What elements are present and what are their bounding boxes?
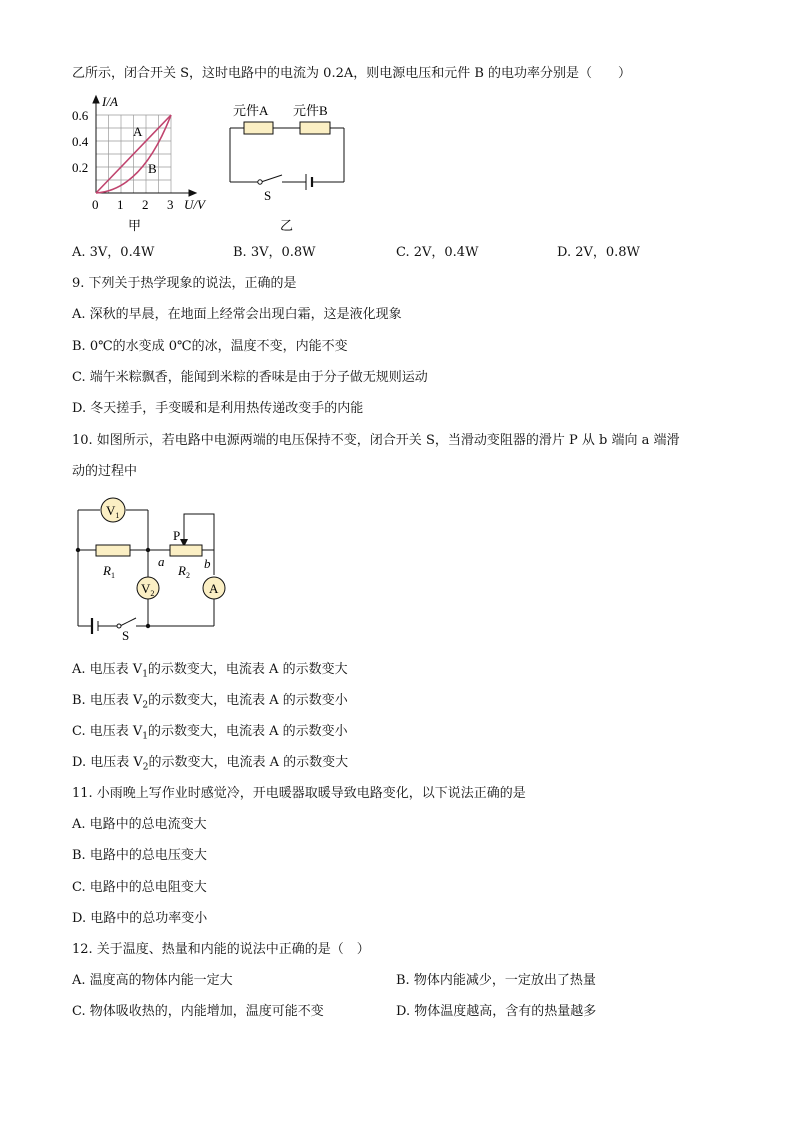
x-tick-label: 1 [117, 197, 124, 212]
q11-option-c[interactable]: C. 电路中的总电阻变大 [72, 880, 207, 895]
junction-dot [76, 548, 80, 552]
curve-b-label: B [148, 161, 157, 176]
q10-option-a[interactable]: A. 电压表 $V_1$的示数变大，电流表 A 的示数变大 [72, 662, 348, 680]
q10-stem-line2: 动的过程中 [72, 464, 138, 479]
x-tick-label: 2 [142, 197, 149, 212]
r2-label: $R_2$ [178, 563, 190, 580]
q10-option-c[interactable]: C. 电压表 $V_1$的示数变大，电流表 A 的示数变小 [72, 724, 348, 742]
switch-pivot [117, 624, 121, 628]
junction-dot [146, 548, 150, 552]
x-tick-label: 0 [92, 197, 99, 212]
q10-circuit [70, 494, 240, 644]
resistor-r1 [96, 545, 130, 556]
q8-option-a[interactable]: A. 3V，0.4W [72, 245, 155, 260]
q11-option-b[interactable]: B. 电路中的总电压变大 [72, 848, 207, 863]
q8-option-d[interactable]: D. 2V，0.8W [557, 245, 640, 260]
end-a-label: a [158, 554, 165, 569]
q9-option-c[interactable]: C. 端午米粽飘香，能闻到米粽的香味是由于分子做无规则运动 [72, 370, 428, 385]
v2-label: $V_2$ [141, 581, 155, 598]
q9-stem: 9. 下列关于热学现象的说法，正确的是 [72, 276, 297, 291]
switch-label: S [264, 188, 272, 203]
y-tick-label: 0.2 [72, 160, 89, 175]
switch-label: S [122, 628, 130, 643]
curve-a-label: A [133, 124, 143, 139]
q11-option-d[interactable]: D. 电路中的总功率变小 [72, 911, 208, 926]
ammeter-label: A [209, 581, 219, 596]
element-b-resistor [300, 122, 330, 134]
q11-stem: 11. 小雨晚上写作业时感觉冷，开电暖器取暖导致电路变化，以下说法正确的是 [72, 786, 526, 801]
q12-option-a[interactable]: A. 温度高的物体内能一定大 [72, 973, 233, 988]
q9-option-a[interactable]: A. 深秋的早晨，在地面上经常会出现白霜，这是液化现象 [72, 307, 402, 322]
q8-iu-graph [72, 92, 222, 234]
q10-option-b[interactable]: B. 电压表 $V_2$的示数变大，电流表 A 的示数变小 [72, 693, 348, 711]
slider-label: P [173, 528, 181, 543]
q12-option-d[interactable]: D. 物体温度越高，含有的热量越多 [396, 1004, 597, 1019]
q8-option-c[interactable]: C. 2V，0.4W [396, 245, 479, 260]
circuit-caption: 乙 [280, 218, 294, 233]
x-tick-label: 3 [167, 197, 174, 212]
element-b-label: 元件B [293, 103, 328, 118]
q8-stem: 乙所示，闭合开关 S，这时电路中的电流为 0.2A，则电源电压和元件 B 的电功率分别是（ ） [72, 66, 632, 81]
resistor-r2 [170, 545, 202, 556]
end-b-label: b [204, 556, 211, 571]
q9-option-d[interactable]: D. 冬天搓手，手变暖和是利用热传递改变手的内能 [72, 401, 364, 416]
q12-option-b[interactable]: B. 物体内能减少，一定放出了热量 [396, 973, 596, 988]
q12-option-c[interactable]: C. 物体吸收热的，内能增加，温度可能不变 [72, 1004, 324, 1019]
element-a-resistor [244, 122, 273, 134]
y-tick-label: 0.4 [72, 134, 89, 149]
q10-option-d[interactable]: D. 电压表 $V_2$的示数变大，电流表 A 的示数变大 [72, 755, 349, 773]
q8-circuit [224, 96, 354, 236]
q12-stem: 12. 关于温度、热量和内能的说法中正确的是（ ） [72, 942, 370, 957]
junction-dot [146, 624, 150, 628]
element-a-label: 元件A [233, 103, 269, 118]
r1-label: $R_1$ [103, 563, 115, 580]
v1-label: $V_1$ [106, 503, 120, 520]
q10-stem-line1: 10. 如图所示，若电路中电源两端的电压保持不变，闭合开关 S，当滑动变阻器的滑片 P 从 b 端向 a 端滑 [72, 433, 680, 448]
x-axis-label: U/V [184, 197, 205, 212]
q9-option-b[interactable]: B. 0℃的水变成 0℃的冰，温度不变，内能不变 [72, 339, 348, 354]
y-tick-label: 0.6 [72, 108, 89, 123]
y-axis-label: I/A [102, 94, 118, 109]
q11-option-a[interactable]: A. 电路中的总电流变大 [72, 817, 207, 832]
graph-caption: 甲 [128, 218, 142, 233]
switch-pivot [258, 180, 262, 184]
q8-option-b[interactable]: B. 3V，0.8W [233, 245, 316, 260]
